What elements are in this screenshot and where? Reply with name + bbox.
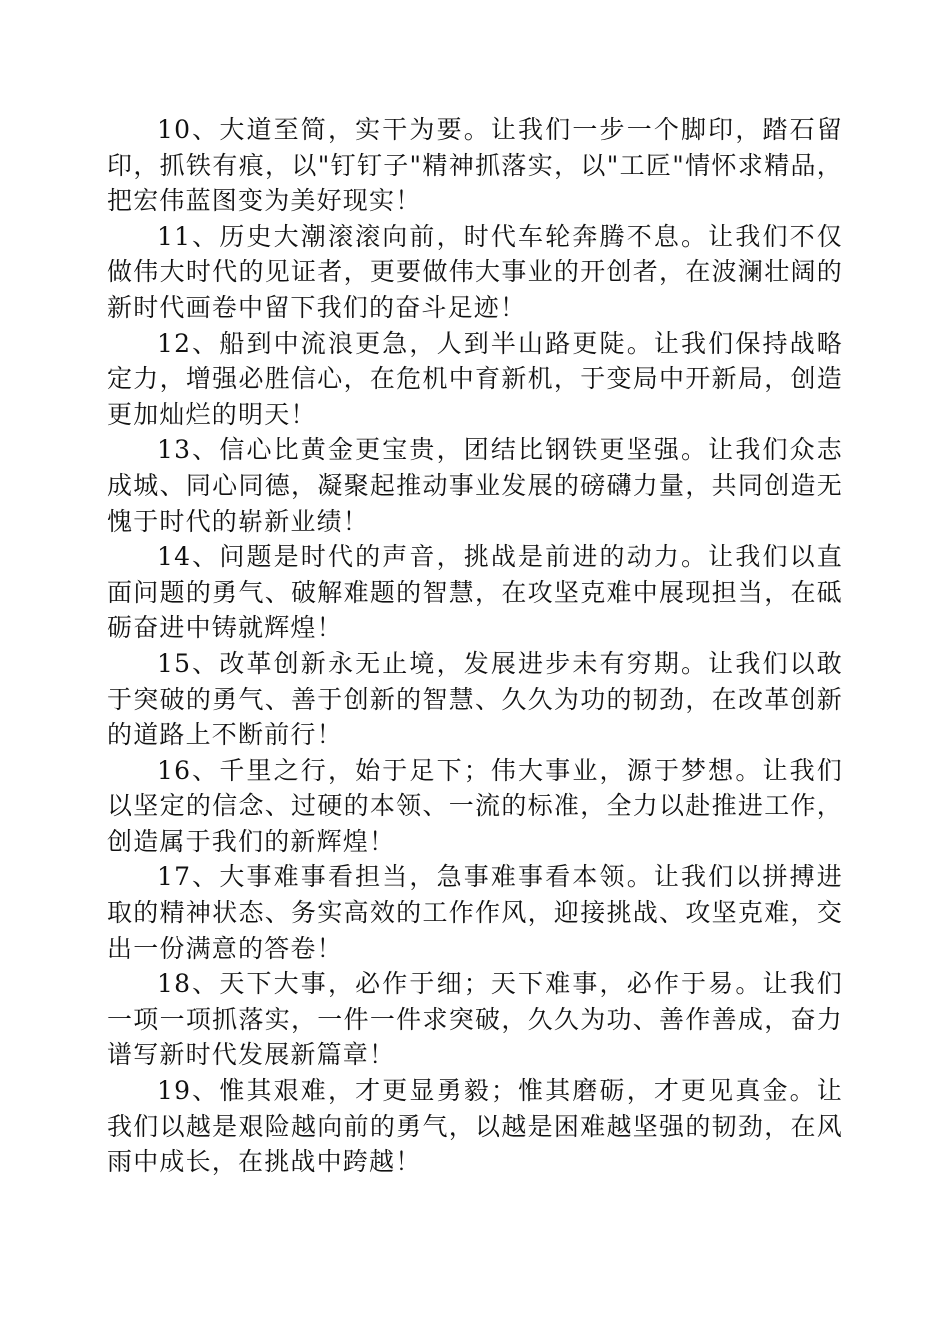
paragraph-14: 14、问题是时代的声音，挑战是前进的动力。让我们以直面问题的勇气、破解难题的智慧，在攻坚克难中展现担当，在砥砺奋进中铸就辉煌！ — [107, 542, 843, 643]
paragraph-13: 13、信心比黄金更宝贵，团结比钢铁更坚强。让我们众志成城、同心同德，凝聚起推动事业发展的磅礴力量，共同创造无愧于时代的崭新业绩！ — [107, 435, 843, 536]
document-body — [107, 112, 843, 1180]
paragraph-19: 19、惟其艰难，才更显勇毅；惟其磨砺，才更见真金。让我们以越是艰险越向前的勇气，以越是困难越坚强的韧劲，在风雨中成长，在挑战中跨越！ — [107, 1076, 843, 1177]
paragraph-12: 12、船到中流浪更急，人到半山路更陡。让我们保持战略定力，增强必胜信心，在危机中育新机，于变局中开新局，创造更加灿烂的明天！ — [107, 328, 843, 429]
paragraph-11: 11、历史大潮滚滚向前，时代车轮奔腾不息。让我们不仅做伟大时代的见证者，更要做伟大事业的开创者，在波澜壮阔的新时代画卷中留下我们的奋斗足迹！ — [107, 221, 843, 322]
paragraph-17: 17、大事难事看担当，急事难事看本领。让我们以拼搏进取的精神状态、务实高效的工作作风，迎接挑战、攻坚克难，交出一份满意的答卷！ — [107, 862, 843, 963]
paragraph-16: 16、千里之行，始于足下；伟大事业，源于梦想。让我们以坚定的信念、过硬的本领、一流的标准，全力以赴推进工作，创造属于我们的新辉煌！ — [107, 755, 843, 856]
paragraph-10: 10、大道至简，实干为要。让我们一步一个脚印，踏石留印，抓铁有痕，以"钉钉子"精神抓落实，以"工匠"情怀求精品，把宏伟蓝图变为美好现实！ — [107, 115, 843, 216]
paragraph-18: 18、天下大事，必作于细；天下难事，必作于易。让我们一项一项抓落实，一件一件求突破，久久为功、善作善成，奋力谱写新时代发展新篇章！ — [107, 969, 843, 1070]
paragraph-15: 15、改革创新永无止境，发展进步未有穷期。让我们以敢于突破的勇气、善于创新的智慧、久久为功的韧劲，在改革创新的道路上不断前行！ — [107, 648, 843, 750]
